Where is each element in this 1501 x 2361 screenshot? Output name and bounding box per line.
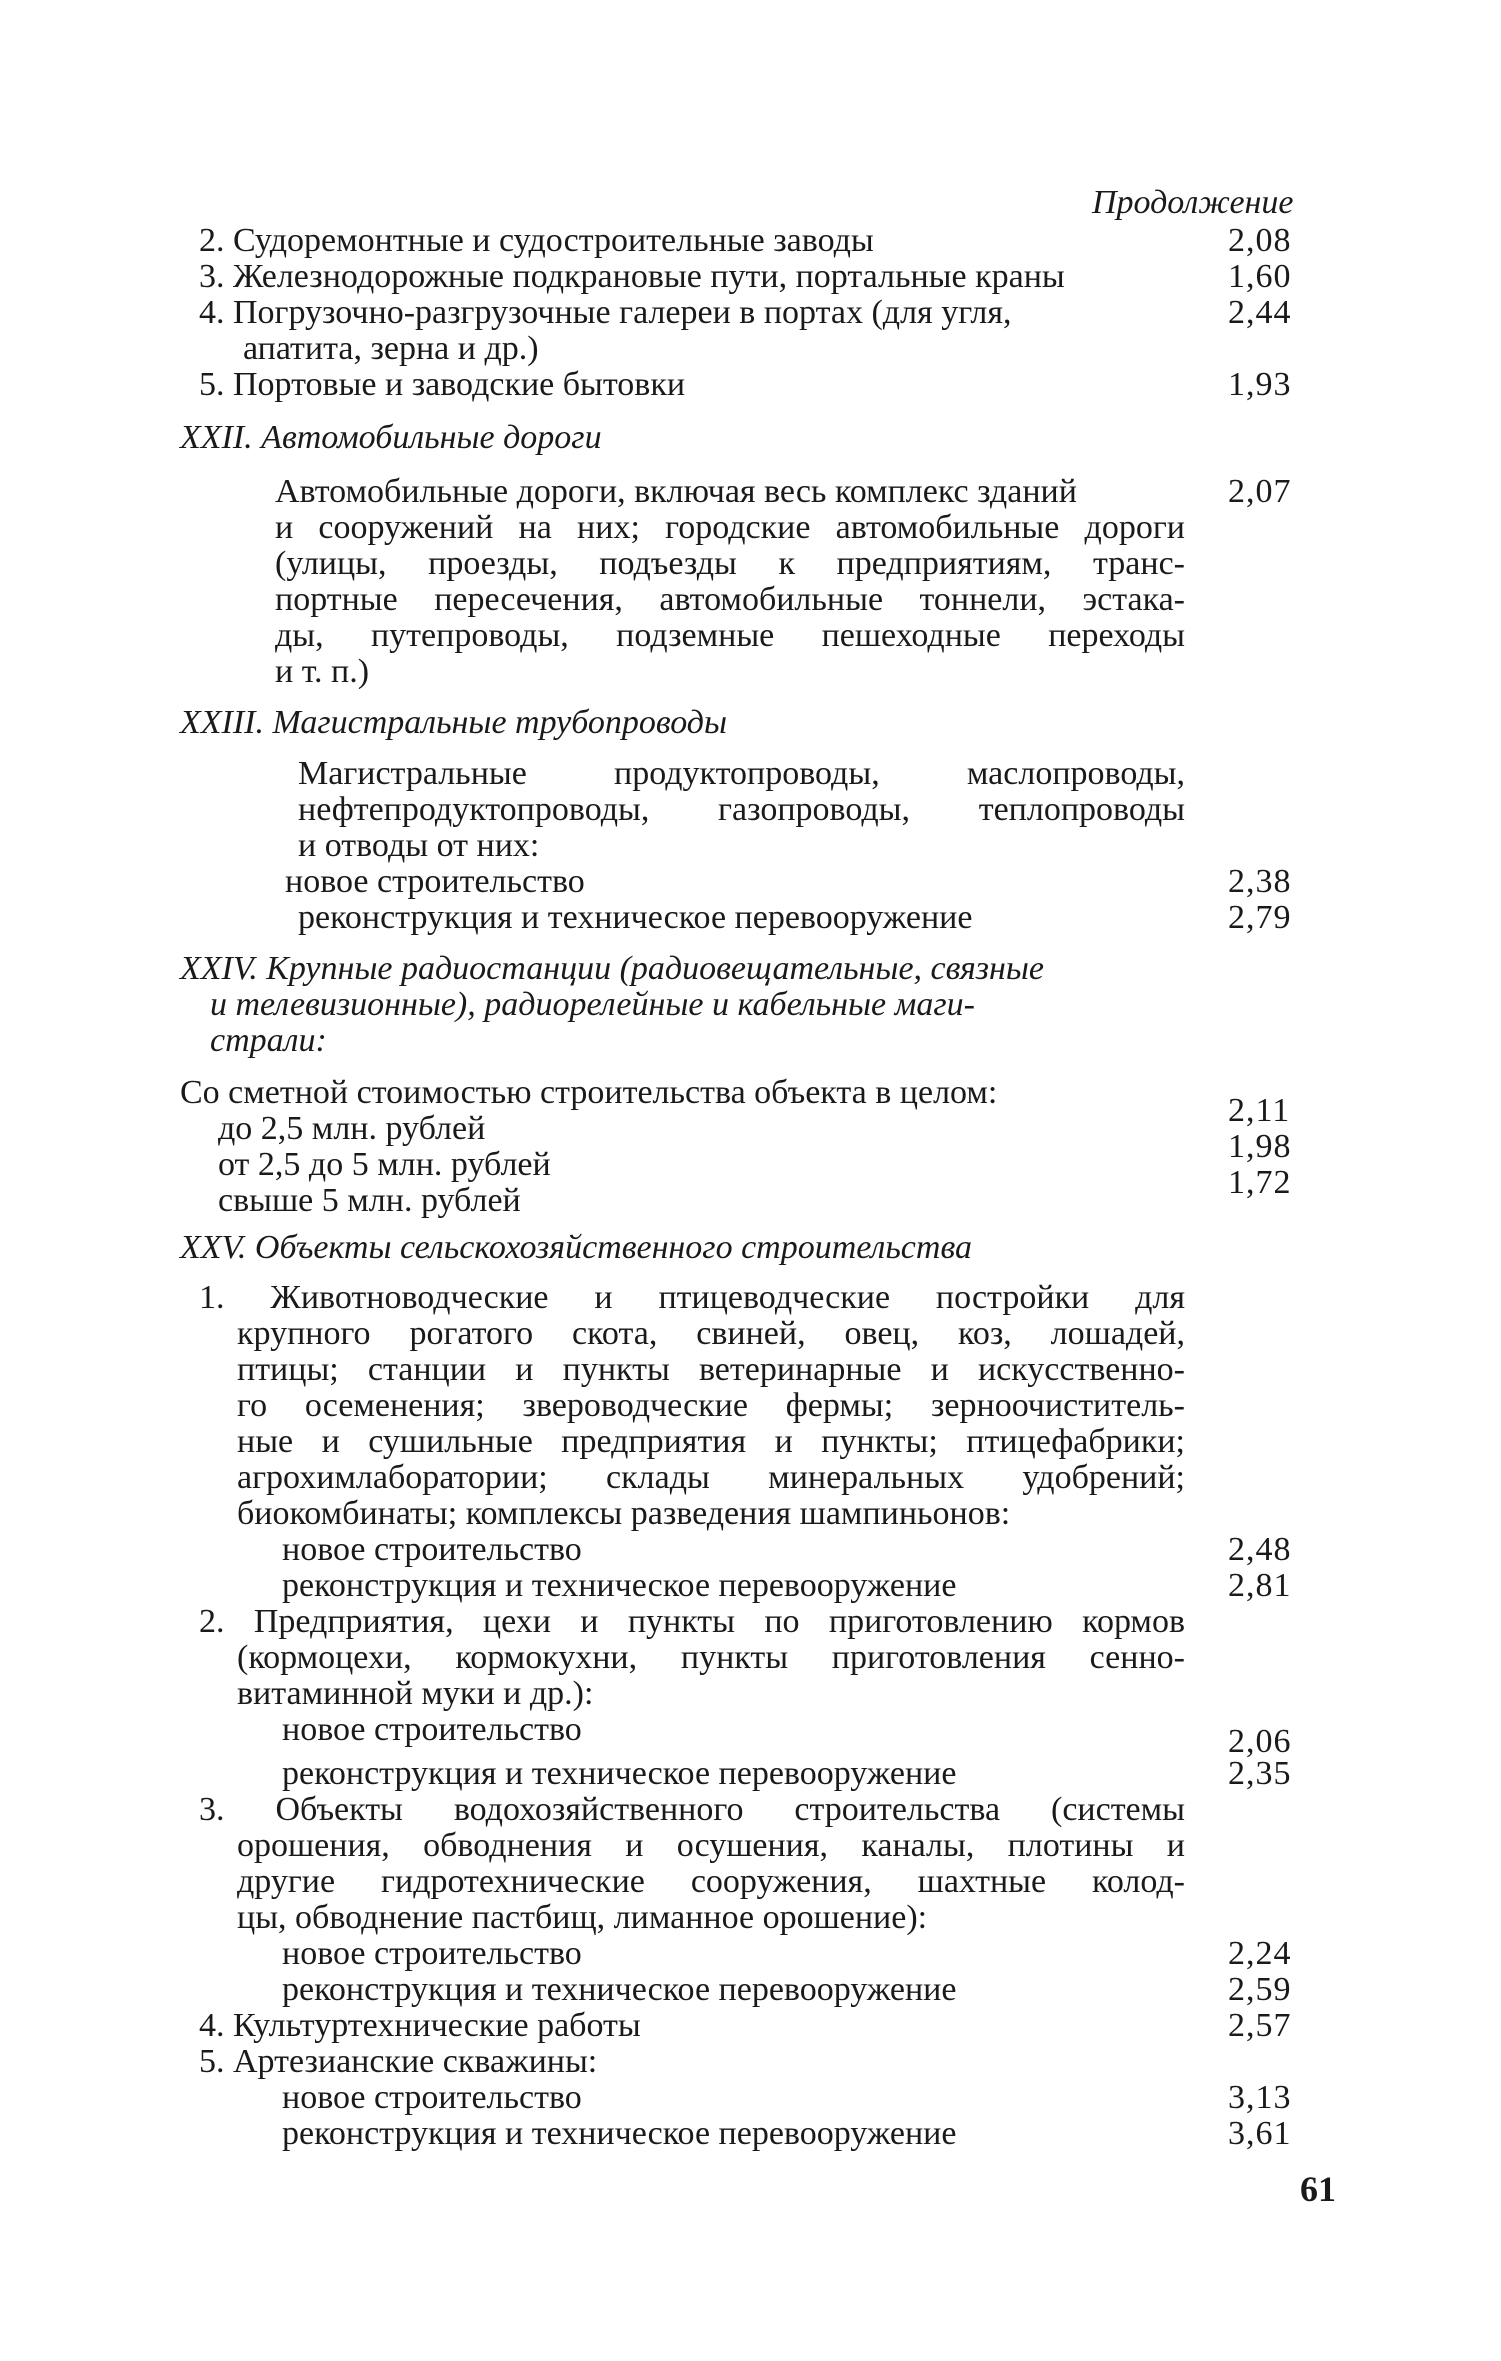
reconstruction-value: 2,59 <box>1228 1971 1292 2008</box>
cost-row-label: свыше 5 млн. рублей <box>218 1182 521 1219</box>
item-value: 1,60 <box>1228 258 1292 295</box>
para-line: агрохимлаборатории; склады минеральных удобрений; <box>237 1459 1185 1496</box>
new-construction-label: новое строительство <box>282 1531 582 1568</box>
item-text-cont: апатита, зерна и др.) <box>243 330 539 367</box>
para-line: биокомбинаты; комплексы разведения шампиньонов: <box>237 1495 1011 1532</box>
new-construction-label: новое строительство <box>282 1711 582 1748</box>
cost-row-label: от 2,5 до 5 млн. рублей <box>218 1146 551 1183</box>
para-line: орошения, обводнения и осушения, каналы, плотины и <box>237 1827 1185 1864</box>
section-title: XXIV. Крупные радиостанции (радиовещательные, связные <box>180 950 1044 987</box>
para-line: Магистральные продуктопроводы, маслопроводы, <box>298 755 1185 792</box>
reconstruction-value: 2,81 <box>1228 1567 1292 1604</box>
new-construction-value: 2,48 <box>1228 1531 1292 1568</box>
para-line: Автомобильные дороги, включая весь комплекс зданий <box>275 473 1077 510</box>
reconstruction-label: реконструкция и техническое перевооружение <box>282 2115 957 2152</box>
item-value: 2,44 <box>1228 294 1292 331</box>
para-line: птицы; станции и пункты ветеринарные и искусственно- <box>237 1351 1185 1388</box>
section-title: XXV. Объекты сельскохозяйственного строительства <box>180 1229 972 1266</box>
para-line: ные и сушильные предприятия и пункты; птицефабрики; <box>237 1423 1185 1460</box>
para-line: 2. Предприятия, цехи и пункты по приготовлению кормов <box>199 1603 1185 1640</box>
para-line: (улицы, проезды, подъезды к предприятиям, транс- <box>275 545 1185 582</box>
section-title-cont: страли: <box>210 1022 327 1059</box>
cost-row-value: 1,98 <box>1228 1128 1292 1165</box>
cost-intro: Со сметной стоимостью строительства объекта в целом: <box>180 1074 998 1111</box>
item-text: 4. Культуртехнические работы <box>199 2007 641 2044</box>
para-line: портные пересечения, автомобильные тоннели, эстака- <box>275 581 1185 618</box>
para-line: го осеменения; звероводческие фермы; зерноочиститель- <box>237 1387 1185 1424</box>
new-construction-value: 2,38 <box>1228 863 1292 900</box>
reconstruction-label: реконструкция и техническое перевооружение <box>298 899 973 936</box>
cost-row-value: 2,11 <box>1228 1092 1291 1129</box>
item-text: 5. Портовые и заводские бытовки <box>199 366 686 403</box>
new-construction-label: новое строительство <box>282 1935 582 1972</box>
para-line: нефтепродуктопроводы, газопроводы, теплопроводы <box>298 791 1185 828</box>
para-line: и т. п.) <box>275 653 370 690</box>
reconstruction-value: 3,61 <box>1228 2115 1292 2152</box>
item-text: 2. Судоремонтные и судостроительные заводы <box>199 222 874 259</box>
para-line: ды, путепроводы, подземные пешеходные переходы <box>275 617 1185 654</box>
item-value: 2,57 <box>1228 2007 1292 2044</box>
para-line: и сооружений на них; городские автомобильные дороги <box>275 509 1185 546</box>
new-construction-label: новое строительство <box>282 2079 582 2116</box>
new-construction-value: 2,06 <box>1228 1723 1292 1760</box>
continuation-label: Продолжение <box>1092 184 1294 221</box>
item-text: 4. Погрузочно-разгрузочные галереи в портах (для угля, <box>199 294 1012 331</box>
page-number: 61 <box>1300 2169 1336 2209</box>
para-line: крупного рогатого скота, свиней, овец, коз, лошадей, <box>237 1315 1185 1352</box>
item-text: 3. Железнодорожные подкрановые пути, портальные краны <box>199 258 1065 295</box>
cost-row-label: до 2,5 млн. рублей <box>218 1110 486 1147</box>
item-value: 2,08 <box>1228 222 1292 259</box>
reconstruction-label: реконструкция и техническое перевооружение <box>282 1971 957 2008</box>
reconstruction-label: реконструкция и техническое перевооружение <box>282 1755 957 1792</box>
section-title-cont: и телевизионные), радиорелейные и кабельные маги- <box>210 986 975 1023</box>
para-line: витаминной муки и др.): <box>237 1675 594 1712</box>
para-line: (кормоцехи, кормокухни, пункты приготовления сенно- <box>237 1639 1185 1676</box>
para-line: 3. Объекты водохозяйственного строительства (системы <box>199 1791 1185 1828</box>
para-line: цы, обводнение пастбищ, лиманное орошение): <box>237 1899 928 1936</box>
new-construction-value: 2,24 <box>1228 1935 1292 1972</box>
cost-row-value: 1,72 <box>1228 1164 1292 1201</box>
reconstruction-label: реконструкция и техническое перевооружение <box>282 1567 957 1604</box>
new-construction-value: 3,13 <box>1228 2079 1292 2116</box>
para-line: и отводы от них: <box>298 827 540 864</box>
reconstruction-value: 2,35 <box>1228 1755 1292 1792</box>
para-line: 1. Животноводческие и птицеводческие постройки для <box>199 1279 1185 1316</box>
section-value: 2,07 <box>1228 473 1292 510</box>
new-construction-label: новое строительство <box>285 863 585 900</box>
item-text: 5. Артезианские скважины: <box>199 2043 598 2080</box>
section-title: XXIII. Магистральные трубопроводы <box>180 704 727 741</box>
item-value: 1,93 <box>1228 366 1292 403</box>
para-line: другие гидротехнические сооружения, шахтные колод- <box>237 1863 1185 1900</box>
section-title: XXII. Автомобильные дороги <box>180 419 602 456</box>
reconstruction-value: 2,79 <box>1228 899 1292 936</box>
